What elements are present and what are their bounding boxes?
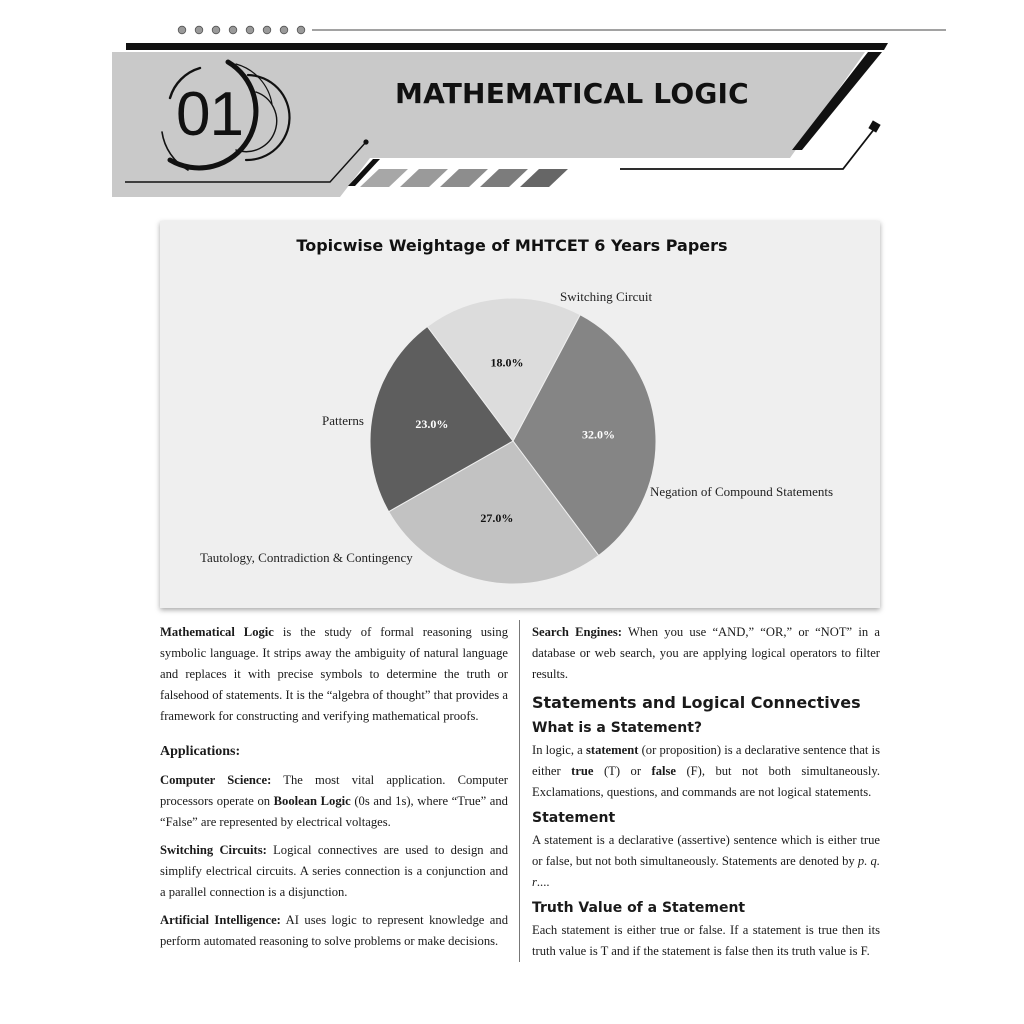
right-column [532,622,880,962]
truth-value-text: Each statement is either true or false. If a statement is true then its truth value is T and if the statement is false then its truth value is F. [532,923,880,958]
slice-category-label: Switching Circuit [560,289,653,304]
statement-heading: Statement [532,810,616,826]
app-switching-circuits: Switching Circuits: Logical connectives are used to design and simplify electrical circuits. A series connection is a conjunction and a parallel connection is a disjunction. [160,843,509,899]
what-is-statement-heading: What is a Statement? [532,720,703,736]
chapter-title: MATHEMATICAL LOGIC [395,77,749,110]
slice-category-label: Negation of Compound Statements [650,484,834,499]
slice-value-label: 27.0% [480,510,514,525]
slice-category-label: Tautology, Contradiction & Contingency [200,550,413,565]
app-artificial-intelligence: Artificial Intelligence: AI uses logic to represent knowledge and perform automated reasoning to solve problems or make decisions. [160,913,508,948]
slice-value-label: 32.0% [582,427,616,442]
slice-value-label: 23.0% [415,417,449,432]
what-is-statement-text: In logic, a statement (or proposition) is a declarative sentence that is either true (T) or false (F), but not both simultaneously. Exclamations, questions, and commands are not logical statements. [532,743,880,799]
app-computer-science: Computer Science: The most vital application. Computer processors operate on Boolean Logic (0s and 1s), where “True” and “False” are represented by electrical voltages. [160,773,508,829]
applications-heading: Applications: [160,744,241,759]
pie-chart [160,221,880,608]
intro-term: Mathematical Logic [160,625,274,639]
left-column [160,622,508,952]
intro-paragraph: Mathematical Logic is the study of formal reasoning using symbolic language. It strips away the ambiguity of natural language and replaces it with precise symbols to determine the truth or falsehood of statements. It is the “algebra of thought” that provides a framework for constructing and verifying mathematical proofs. [160,625,508,723]
chapter-number: 01 [176,80,243,149]
slice-value-label: 18.0% [490,355,524,370]
column-divider [519,620,520,962]
app-search-engines: Search Engines: When you use “AND,” “OR,” or “NOT” in a database or web search, you are applying logical operators to filter results. [532,625,881,681]
statement-text: A statement is a declarative (assertive) sentence which is either true or false, but not both simultaneously. Statements are denoted by p. q. r.... [532,833,881,889]
header-dots [178,26,305,34]
chart-title: Topicwise Weightage of MHTCET 6 Years Papers [296,236,728,255]
truth-value-heading: Truth Value of a Statement [532,900,746,916]
section-heading: Statements and Logical Connectives [532,693,861,712]
slice-category-label: Patterns [322,413,364,428]
